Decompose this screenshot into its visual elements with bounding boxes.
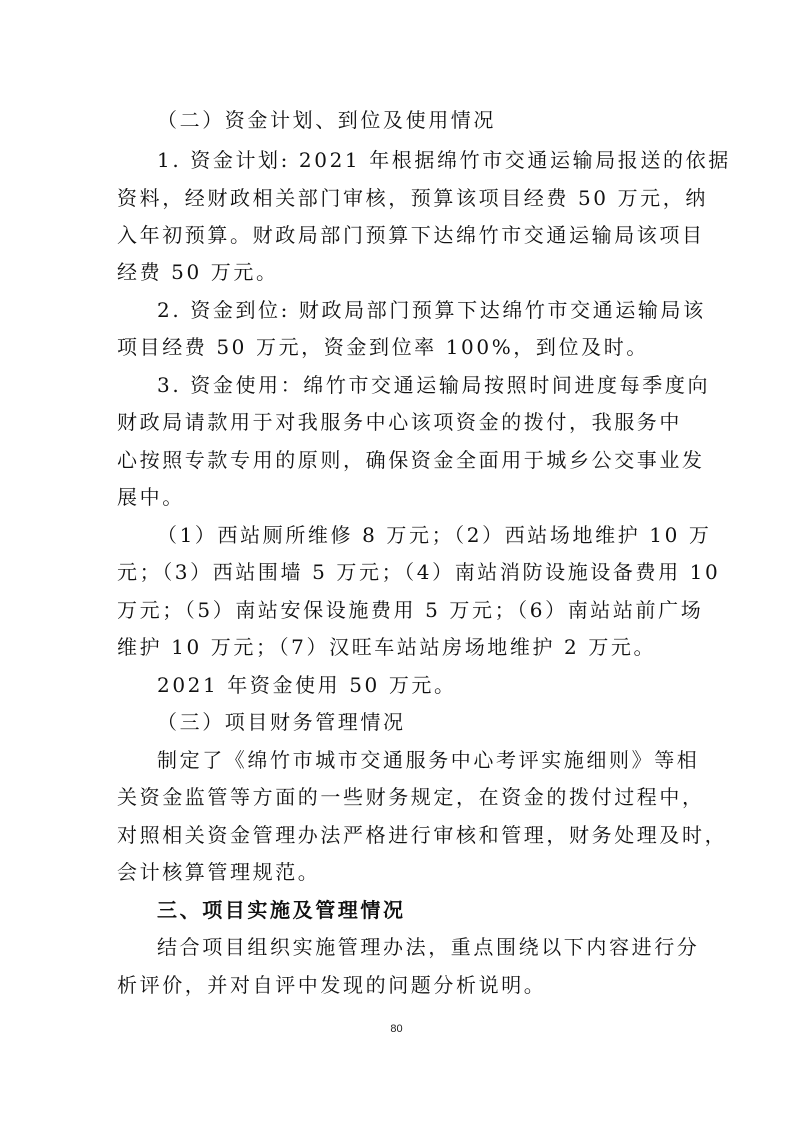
paragraph-line: 资料，经财政相关部门审核，预算该项目经费 50 万元，纳	[117, 186, 708, 210]
paragraph-line: 入年初预算。财政局部门预算下达绵竹市交通运输局该项目	[117, 223, 705, 247]
subheading-finance: （三）项目财务管理情况	[157, 710, 406, 734]
paragraph-line: 结合项目组织实施管理办法，重点围绕以下内容进行分	[157, 935, 700, 959]
paragraph-line: 析评价，并对自评中发现的问题分析说明。	[117, 973, 547, 997]
paragraph-line: 2021 年资金使用 50 万元。	[157, 673, 457, 697]
page-number: 80	[390, 1023, 403, 1035]
paragraph-line: 心按照专款专用的原则，确保资金全面用于城乡公交事业发	[117, 448, 705, 472]
list-line: 维护 10 万元；（7）汉旺车站站房场地维护 2 万元。	[117, 635, 657, 659]
paragraph-line: 对照相关资金管理办法严格进行审核和管理，财务处理及时，	[117, 823, 728, 847]
paragraph-line: 展中。	[117, 485, 185, 509]
list-line: 元；（3）西站围墙 5 万元；（4）南站消防设施设备费用 10	[117, 560, 721, 584]
paragraph-line: 项目经费 50 万元，资金到位率 100%，到位及时。	[117, 335, 649, 359]
paragraph-line: 经费 50 万元。	[117, 260, 279, 284]
paragraph-line: 会计核算管理规范。	[117, 860, 321, 884]
list-line: （1）西站厕所维修 8 万元；（2）西站场地维护 10 万	[157, 523, 712, 547]
paragraph-line: 2. 资金到位: 财政局部门预算下达绵竹市交通运输局该	[157, 298, 706, 322]
paragraph-line: 关资金监管等方面的一些财务规定，在资金的拨付过程中，	[117, 785, 705, 809]
subheading-funds: （二）资金计划、到位及使用情况	[157, 108, 496, 132]
paragraph-line: 1. 资金计划: 2021 年根据绵竹市交通运输局报送的依据	[157, 148, 731, 172]
section-heading: 三、项目实施及管理情况	[157, 898, 406, 922]
paragraph-line: 制定了《绵竹市城市交通服务中心考评实施细则》等相	[157, 748, 700, 772]
paragraph-line: 财政局请款用于对我服务中心该项资金的拨付，我服务中	[117, 410, 682, 434]
list-line: 万元；（5）南站安保设施费用 5 万元；（6）南站站前广场	[117, 598, 704, 622]
paragraph-line: 3. 资金使用：绵竹市交通运输局按照时间进度每季度向	[157, 373, 711, 397]
